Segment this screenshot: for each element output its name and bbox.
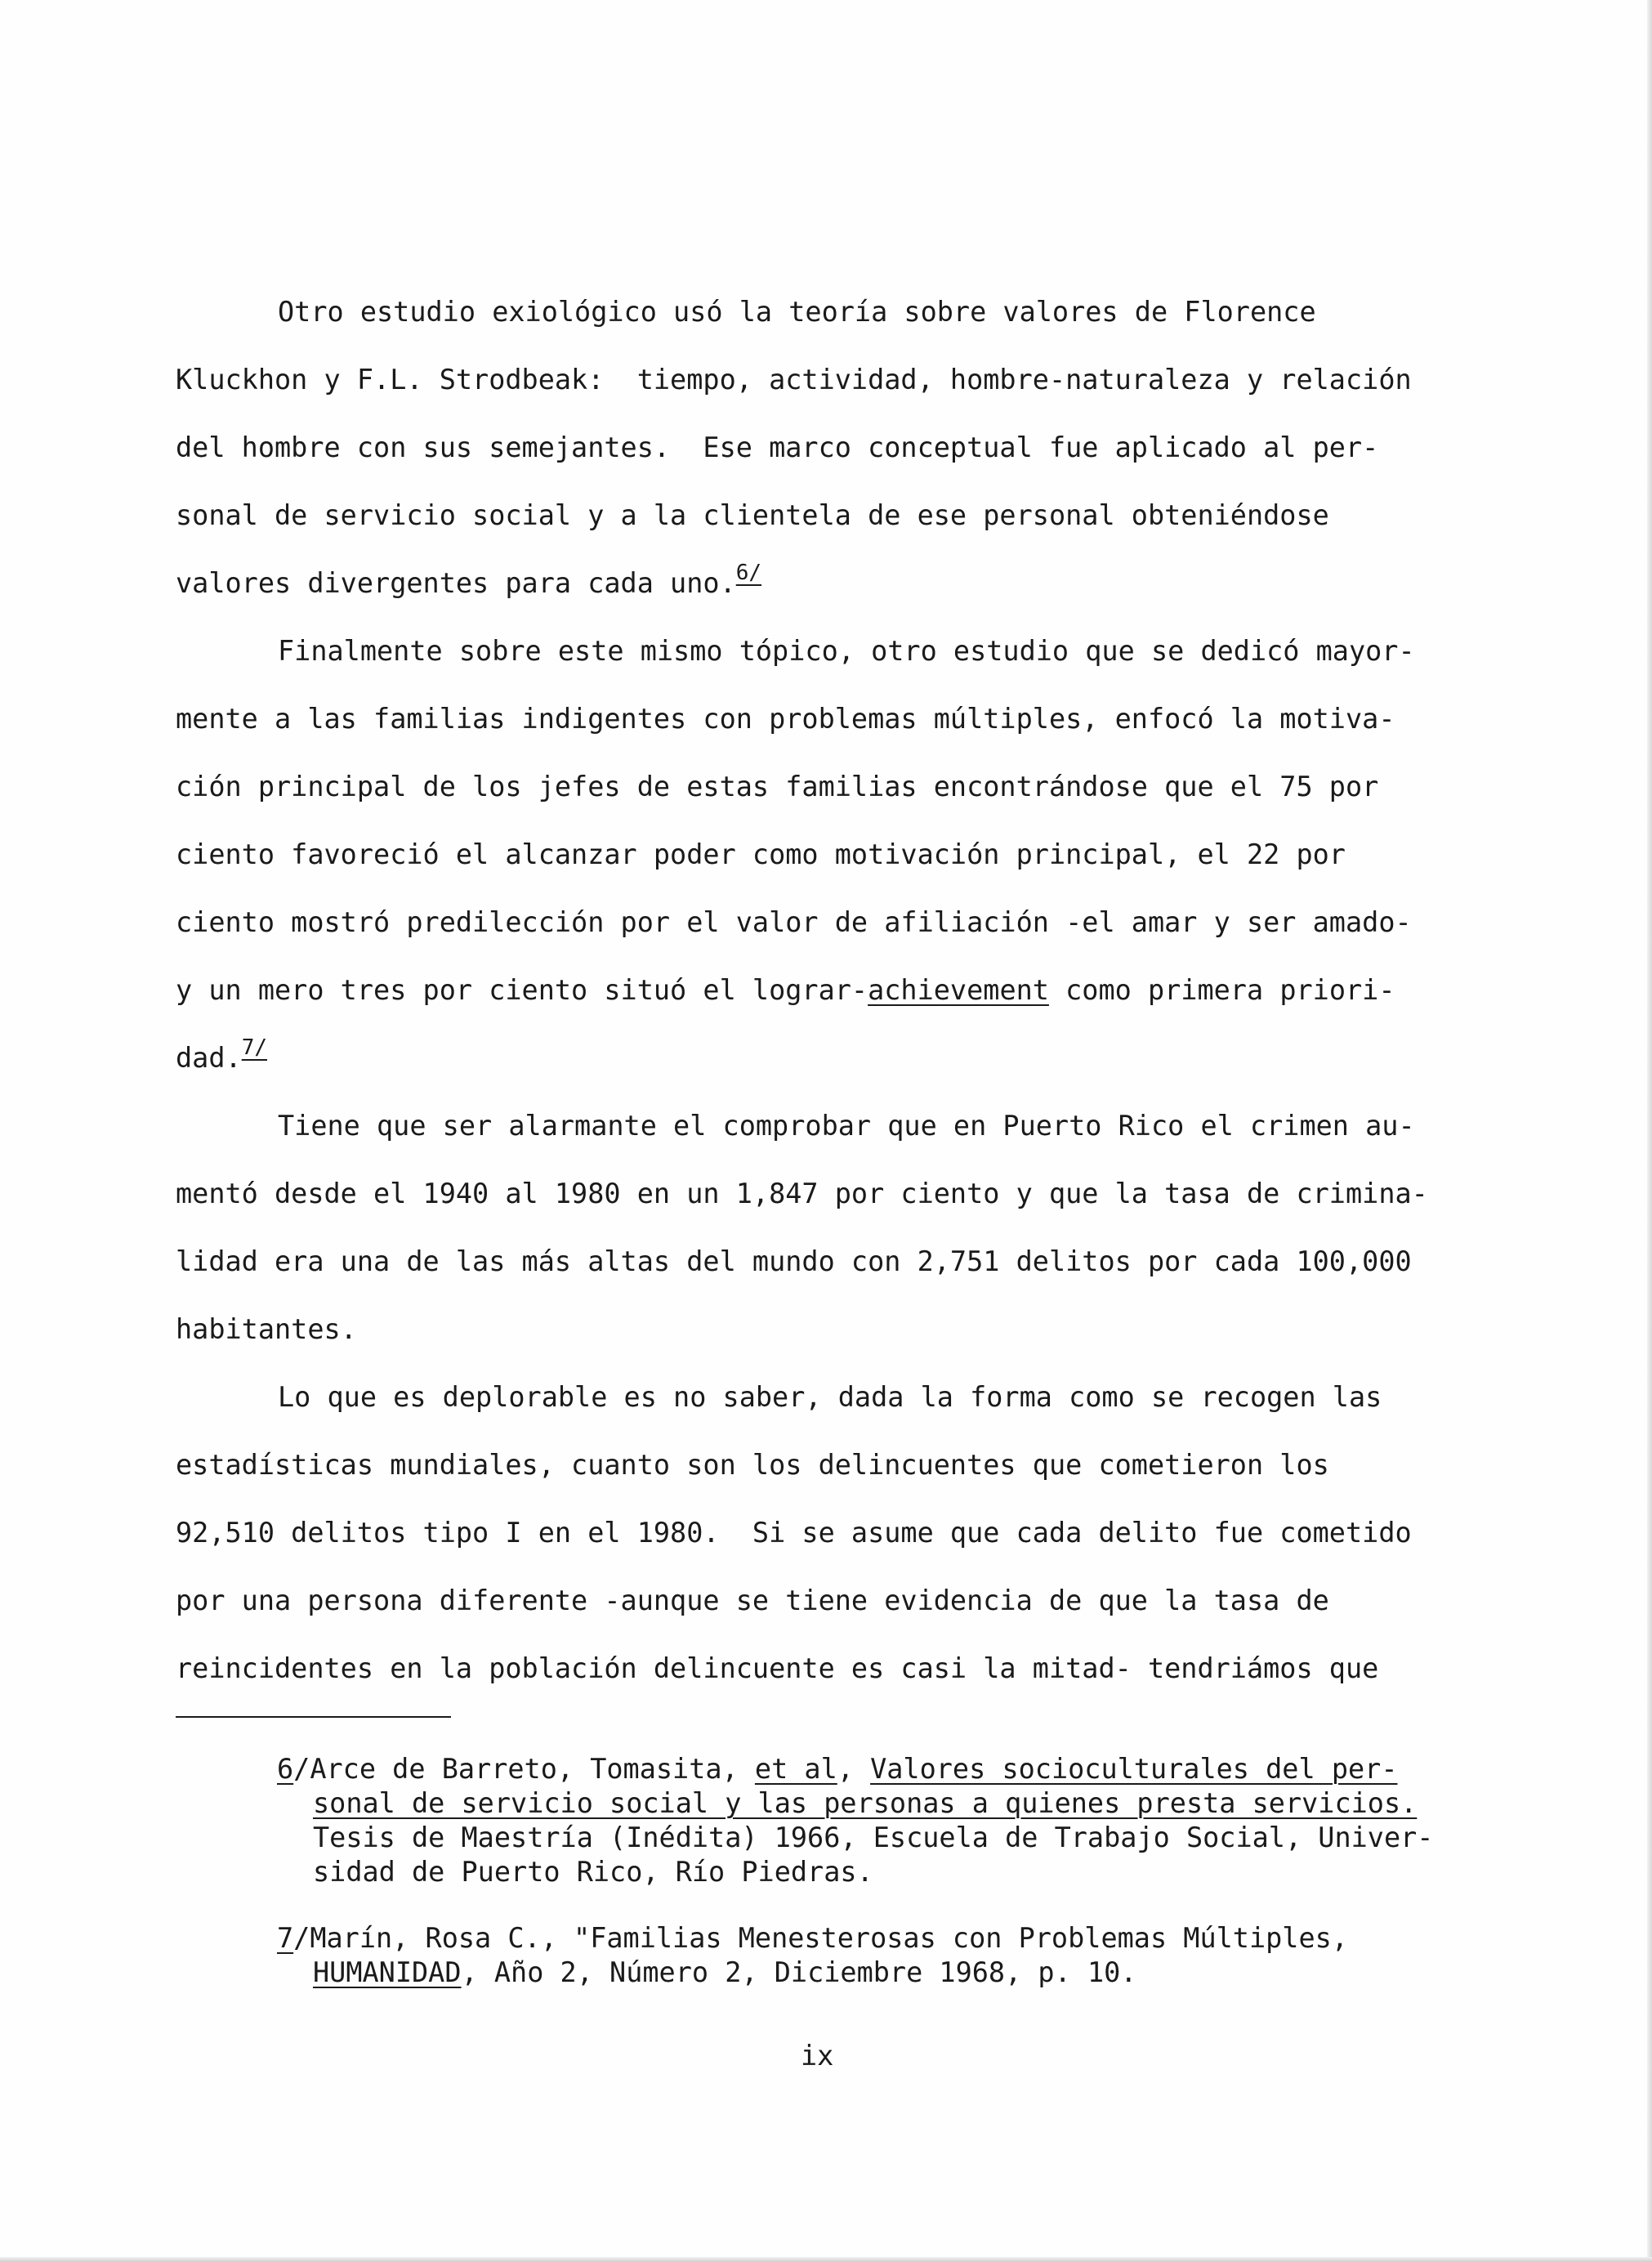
footnote-6-marker: 6 xyxy=(277,1753,294,1785)
paragraph-3-line-4: habitantes. xyxy=(176,1313,357,1345)
footnote-ref-6: 6/ xyxy=(735,561,762,585)
paragraph-4-line-2: estadísticas mundiales, cuanto son los delincuentes que cometieron los xyxy=(176,1449,1329,1481)
paragraph-3-line-1: Tiene que ser alarmante el comprobar que en Puerto Rico el crimen au- xyxy=(278,1110,1415,1142)
footnote-6-line-4: sidad de Puerto Rico, Río Piedras. xyxy=(313,1856,873,1888)
paragraph-1-last-text: valores divergentes para cada uno. xyxy=(176,567,736,599)
paragraph-2-line-3: ción principal de los jefes de estas familias encontrándose que el 75 por xyxy=(176,771,1379,802)
paragraph-2-last-text: dad. xyxy=(176,1042,242,1074)
footnote-6-separator: , xyxy=(837,1753,871,1785)
paragraph-1-line-5 xyxy=(176,561,762,602)
paragraph-4-line-1: Lo que es deplorable es no saber, dada la forma como se recogen las xyxy=(278,1381,1382,1413)
footnote-6-author: /Arce de Barreto, Tomasita, xyxy=(293,1753,755,1785)
scan-edge-right xyxy=(1647,0,1652,2262)
paragraph-2-line-1: Finalmente sobre este mismo tópico, otro estudio que se dedicó mayor- xyxy=(278,635,1415,667)
paragraph-3-line-2: mentó desde el 1940 al 1980 en un 1,847 por ciento y que la tasa de crimina- xyxy=(176,1178,1428,1209)
paragraph-1-line-2: Kluckhon y F.L. Strodbeak: tiempo, actividad, hombre-naturaleza y relación xyxy=(176,364,1412,396)
footnote-6-line-2 xyxy=(313,1787,1417,1820)
paragraph-2-line-7 xyxy=(176,1035,267,1077)
footnote-6-title-end: sonal de servicio social y las personas a quienes presta servicios. xyxy=(313,1787,1418,1819)
scan-edge-bottom xyxy=(0,2257,1652,2262)
footnote-6-etal: et al xyxy=(754,1753,837,1785)
footnote-7-line-2 xyxy=(313,1956,1136,1989)
paragraph-1-line-4: sonal de servicio social y a la clientela de ese personal obteniéndose xyxy=(176,499,1329,531)
underlined-term: achievement xyxy=(868,974,1049,1006)
paragraph-4-line-5: reincidentes en la población delincuente es casi la mitad- tendriámos que xyxy=(176,1652,1379,1684)
paragraph-2-line-4: ciento favoreció el alcanzar poder como motivación principal, el 22 por xyxy=(176,838,1346,870)
paragraph-4-line-3: 92,510 delitos tipo I en el 1980. Si se asume que cada delito fue cometido xyxy=(176,1517,1412,1549)
paragraph-2-line-6-after: como primera priori- xyxy=(1048,974,1395,1006)
paragraph-2-line-6-before: y un mero tres por ciento situó el lograr- xyxy=(176,974,868,1006)
footnote-7-details: , Año 2, Número 2, Diciembre 1968, p. 10. xyxy=(461,1956,1137,1988)
paragraph-2-line-5: ciento mostró predilección por el valor de afiliación -el amar y ser amado- xyxy=(176,906,1412,938)
paragraph-1-line-1: Otro estudio exiológico usó la teoría sobre valores de Florence xyxy=(278,296,1316,328)
footnote-7-marker: 7 xyxy=(277,1922,294,1954)
footnote-divider xyxy=(176,1716,451,1718)
footnote-6-line-1 xyxy=(277,1753,1398,1786)
paragraph-2-line-2: mente a las familias indigentes con problemas múltiples, enfocó la motiva- xyxy=(176,703,1395,735)
page-number: ix xyxy=(801,2040,834,2072)
footnote-7-text: /Marín, Rosa C., "Familias Menesterosas con Problemas Múltiples, xyxy=(293,1922,1348,1954)
paragraph-3-line-3: lidad era una de las más altas del mundo con 2,751 delitos por cada 100,000 xyxy=(176,1245,1412,1277)
paragraph-1-line-3: del hombre con sus semejantes. Ese marco conceptual fue aplicado al per- xyxy=(176,431,1379,463)
paragraph-2-line-6 xyxy=(176,974,1395,1007)
footnote-7-line-1 xyxy=(277,1922,1348,1955)
footnote-ref-7: 7/ xyxy=(241,1035,267,1060)
footnote-6-title-start: Valores socioculturales del per- xyxy=(870,1753,1398,1785)
footnote-7-journal: HUMANIDAD xyxy=(313,1956,462,1988)
paragraph-4-line-4: por una persona diferente -aunque se tiene evidencia de que la tasa de xyxy=(176,1585,1329,1616)
footnote-6-line-3: Tesis de Maestría (Inédita) 1966, Escuela de Trabajo Social, Univer- xyxy=(313,1822,1434,1853)
